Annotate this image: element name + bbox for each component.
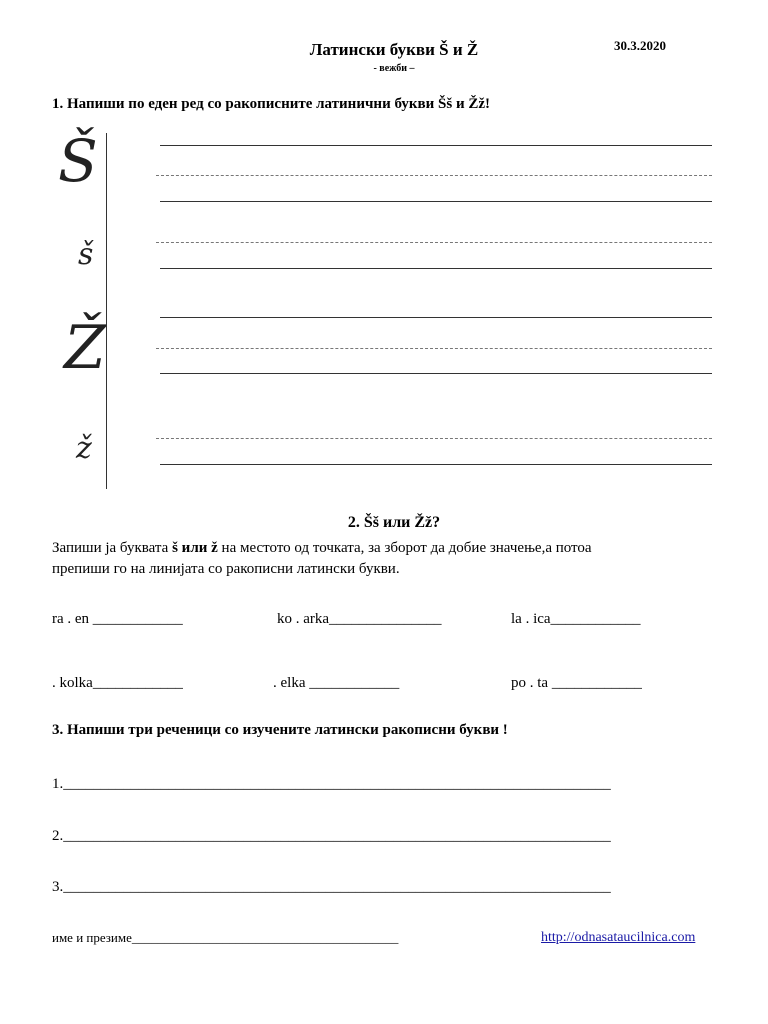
guide-line-dashed	[156, 242, 712, 243]
guide-line-solid	[160, 317, 712, 318]
task2-instruction-line2: препиши го на линијата со ракописни латински букви.	[52, 561, 400, 577]
worksheet-title: Латински букви Š и Ž	[309, 40, 479, 59]
instruction-text: Запиши ја буквата	[52, 540, 173, 556]
guide-line-dashed	[156, 175, 712, 176]
guide-line-solid	[160, 268, 712, 269]
task2-heading: 2. Šš или Žž?	[347, 514, 441, 531]
sentence-line: 1._________________________________________________________________________	[52, 776, 611, 792]
handwritten-letter-z-caron: ž	[76, 431, 92, 466]
word-exercise: ra . en ____________	[52, 611, 183, 627]
word-exercise: ko . arka_______________	[277, 611, 442, 627]
worksheet-date: 30.3.2020	[614, 38, 666, 53]
task3-heading: 3. Напиши три реченици со изучените латински ракописни букви !	[52, 722, 508, 738]
handwritten-letter-S-caron: Š	[58, 127, 98, 195]
word-exercise: la . ica____________	[511, 611, 641, 627]
guide-line-solid	[160, 464, 712, 465]
guide-line-dashed	[156, 438, 712, 439]
guide-line-dashed	[156, 348, 712, 349]
guide-line-solid	[160, 373, 712, 374]
word-exercise: . kolka____________	[52, 675, 183, 691]
worksheet-subtitle: - вежби –	[373, 63, 415, 74]
website-link[interactable]: http://odnasataucilnica.com	[541, 930, 696, 945]
guide-line-solid	[160, 145, 712, 146]
instruction-bold-letters: š или ž	[172, 540, 218, 556]
word-exercise: . elka ____________	[273, 675, 400, 691]
handwritten-letter-s-caron: š	[78, 237, 94, 272]
instruction-text: на местото од точката, за зборот да добие значење,а потоа	[217, 540, 592, 556]
handwritten-letter-Z-caron: Ž	[64, 313, 106, 383]
word-exercise: po . ta ____________	[511, 675, 642, 691]
task1-heading: 1. Напиши по еден ред со ракописните латинични букви Šš и Žž!	[52, 96, 491, 112]
sentence-line: 2._________________________________________________________________________	[52, 828, 611, 844]
guide-line-solid	[160, 201, 712, 202]
margin-divider	[106, 133, 107, 489]
sentence-line: 3._________________________________________________________________________	[52, 879, 611, 895]
name-field: име и презиме_________________________________________	[52, 930, 399, 945]
task2-instruction	[52, 540, 592, 557]
